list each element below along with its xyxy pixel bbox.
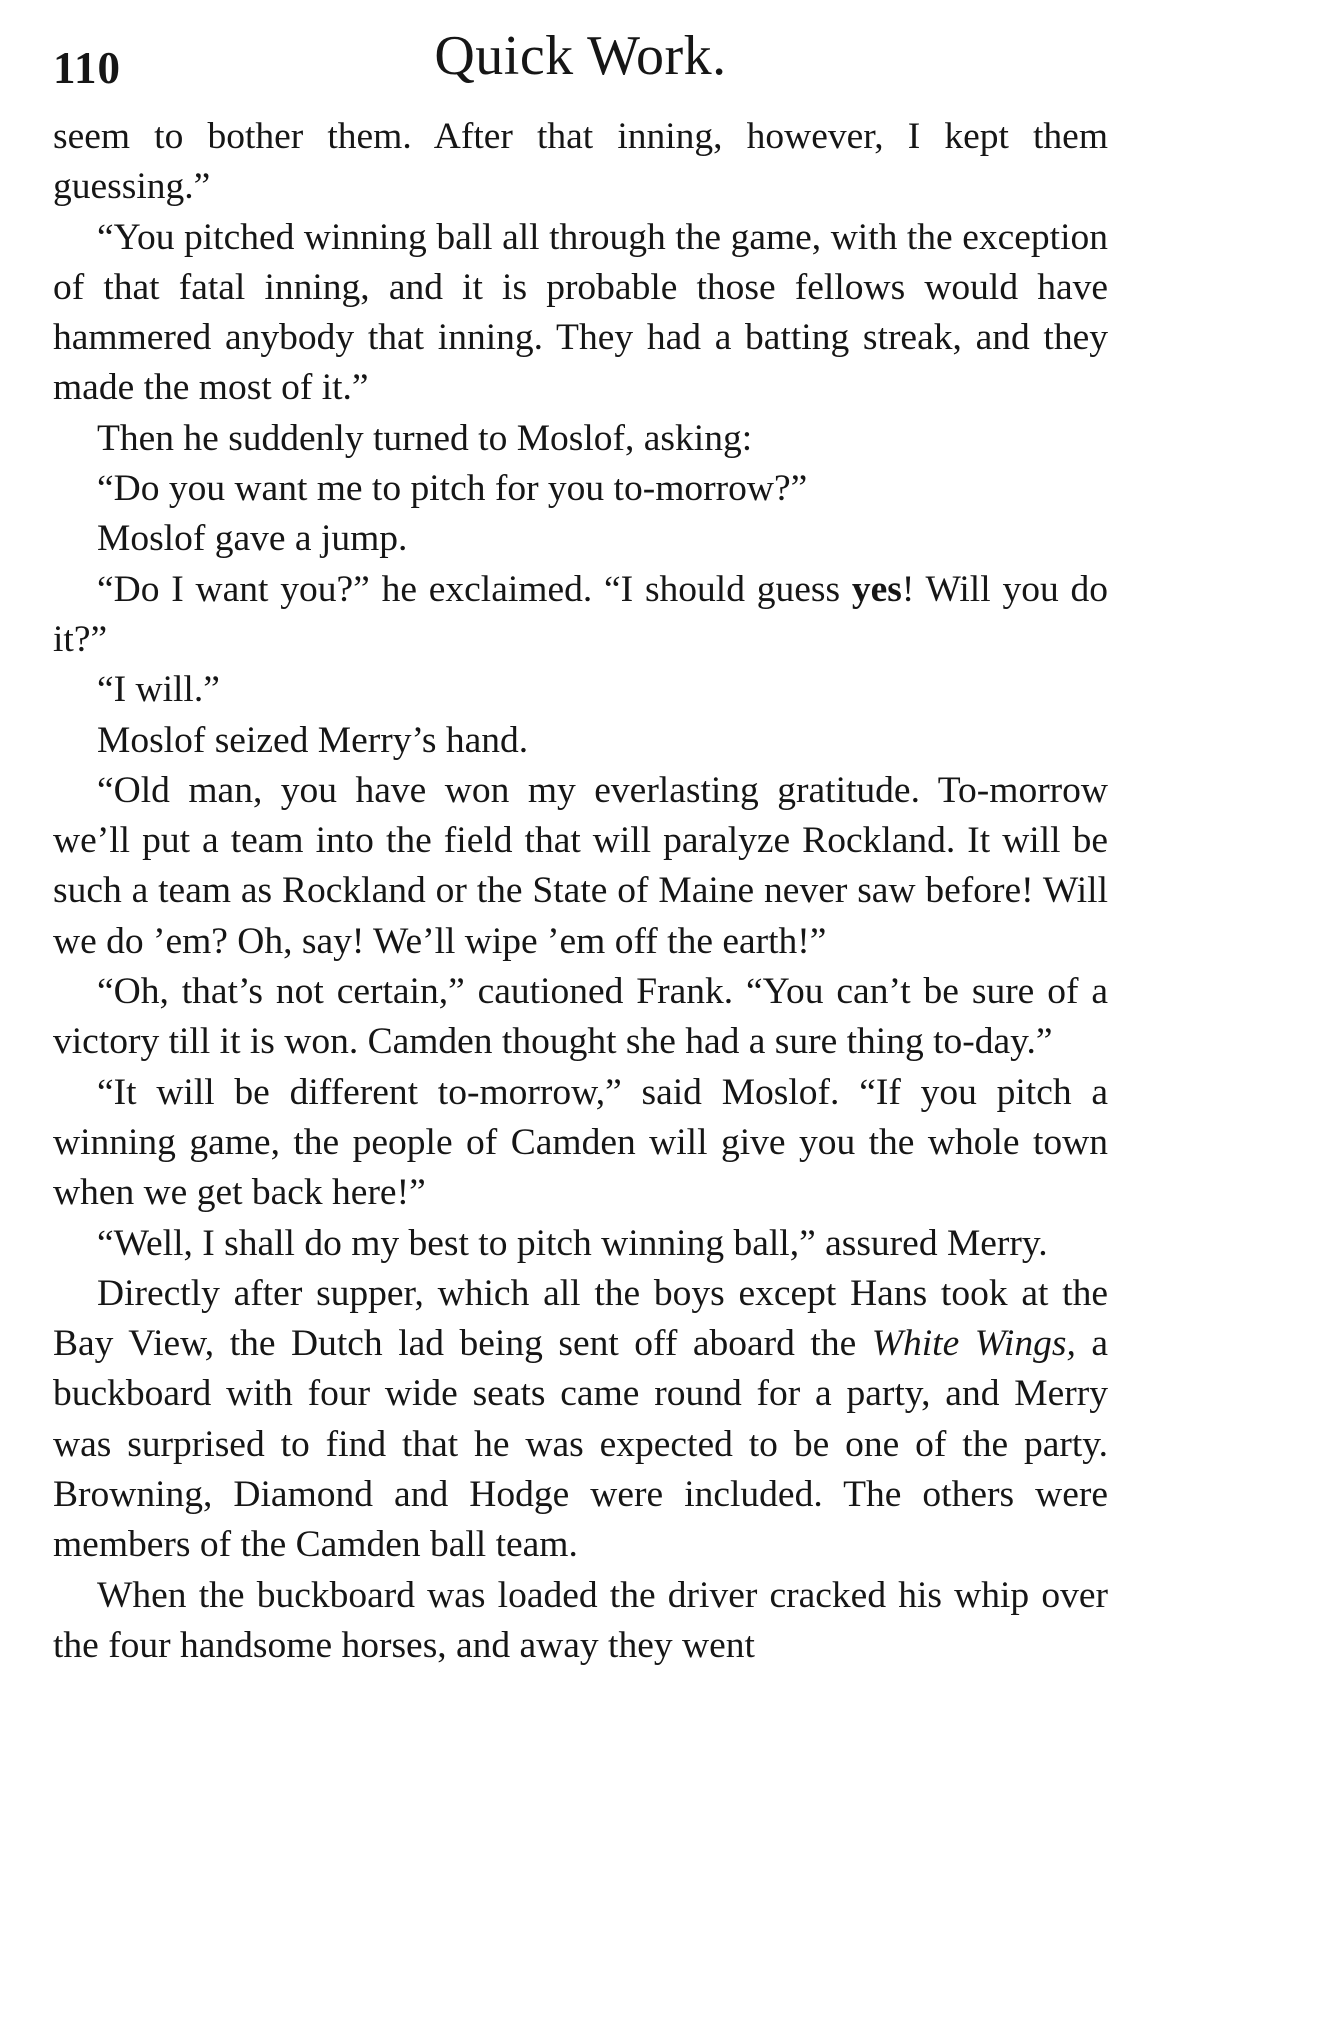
- paragraph-text: Moslof seized Merry’s hand.: [97, 719, 529, 761]
- paragraph: [53, 665, 1108, 715]
- paragraph-text: “Oh, that’s not certain,” cautioned Frank. “You can’t be sure of a victory till it is won. Camden thought she had a sure thing to-day.”: [53, 971, 1108, 1063]
- bold-text: yes: [851, 568, 902, 610]
- paragraph: [53, 565, 1108, 666]
- running-title: Quick Work.: [434, 25, 727, 87]
- paragraph-text: “Old man, you have won my everlasting gratitude. To-morrow we’ll put a team into the field that will paralyze Rockland. It will be such a team as Rockland or the State of Maine never saw before! Will we do ’em? Oh, say! We’ll wipe ’em off the earth!”: [53, 769, 1108, 962]
- paragraph: [53, 766, 1108, 967]
- italic-text: White Wings,: [871, 1323, 1076, 1365]
- paragraph-text: “Do you want me to pitch for you to-morrow?”: [97, 468, 808, 510]
- paragraph-text: ! Will you do it?”: [53, 568, 1108, 660]
- page-number: 110: [53, 43, 122, 93]
- paragraph: [53, 213, 1108, 414]
- running-head: [53, 20, 1108, 112]
- paragraph: [53, 514, 1108, 564]
- paragraph-text: Directly after supper, which all the boys except Hans took at the Bay View, the Dutch lad being sent off aboard the: [53, 1272, 1108, 1365]
- paragraph-text: “Do I want you?” he exclaimed. “I should guess: [97, 568, 852, 610]
- paragraph: [53, 1219, 1108, 1269]
- paragraph: [53, 464, 1108, 514]
- paragraph-text: “I will.”: [97, 669, 220, 711]
- paragraph-text: Then he suddenly turned to Moslof, asking:: [97, 417, 753, 459]
- paragraph: [53, 716, 1108, 766]
- paragraph: [53, 967, 1108, 1068]
- continued-paragraph: [53, 112, 1108, 213]
- paragraph: [53, 1269, 1108, 1571]
- paragraph: [53, 414, 1108, 464]
- paragraph: [53, 1068, 1108, 1219]
- paragraph-text: seem to bother them. After that inning, however, I kept them guessing.”: [53, 116, 1108, 208]
- paragraph-text: “Well, I shall do my best to pitch winning ball,” assured Merry.: [97, 1222, 1048, 1264]
- paragraph: [53, 1571, 1108, 1672]
- body-text: [53, 112, 1108, 1671]
- paragraph-text: “You pitched winning ball all through the game, with the exception of that fatal inning, and it is probable those fellows would have hammered anybody that inning. They had a batting streak, and they made the most of it.”: [53, 216, 1108, 409]
- paragraph-text: Moslof gave a jump.: [97, 518, 408, 560]
- paragraph-text: When the buckboard was loaded the driver cracked his whip over the four handsome horses, and away they went: [53, 1574, 1108, 1666]
- paragraph-text: a buckboard with four wide seats came round for a party, and Merry was surprised to find that he was expected to be one of the party. Browning, Diamond and Hodge were included. The others were members of the Camden ball team.: [53, 1323, 1108, 1566]
- paragraph-text: “It will be different to-morrow,” said Moslof. “If you pitch a winning game, the people of Camden will give you the whole town when we get back here!”: [53, 1071, 1108, 1214]
